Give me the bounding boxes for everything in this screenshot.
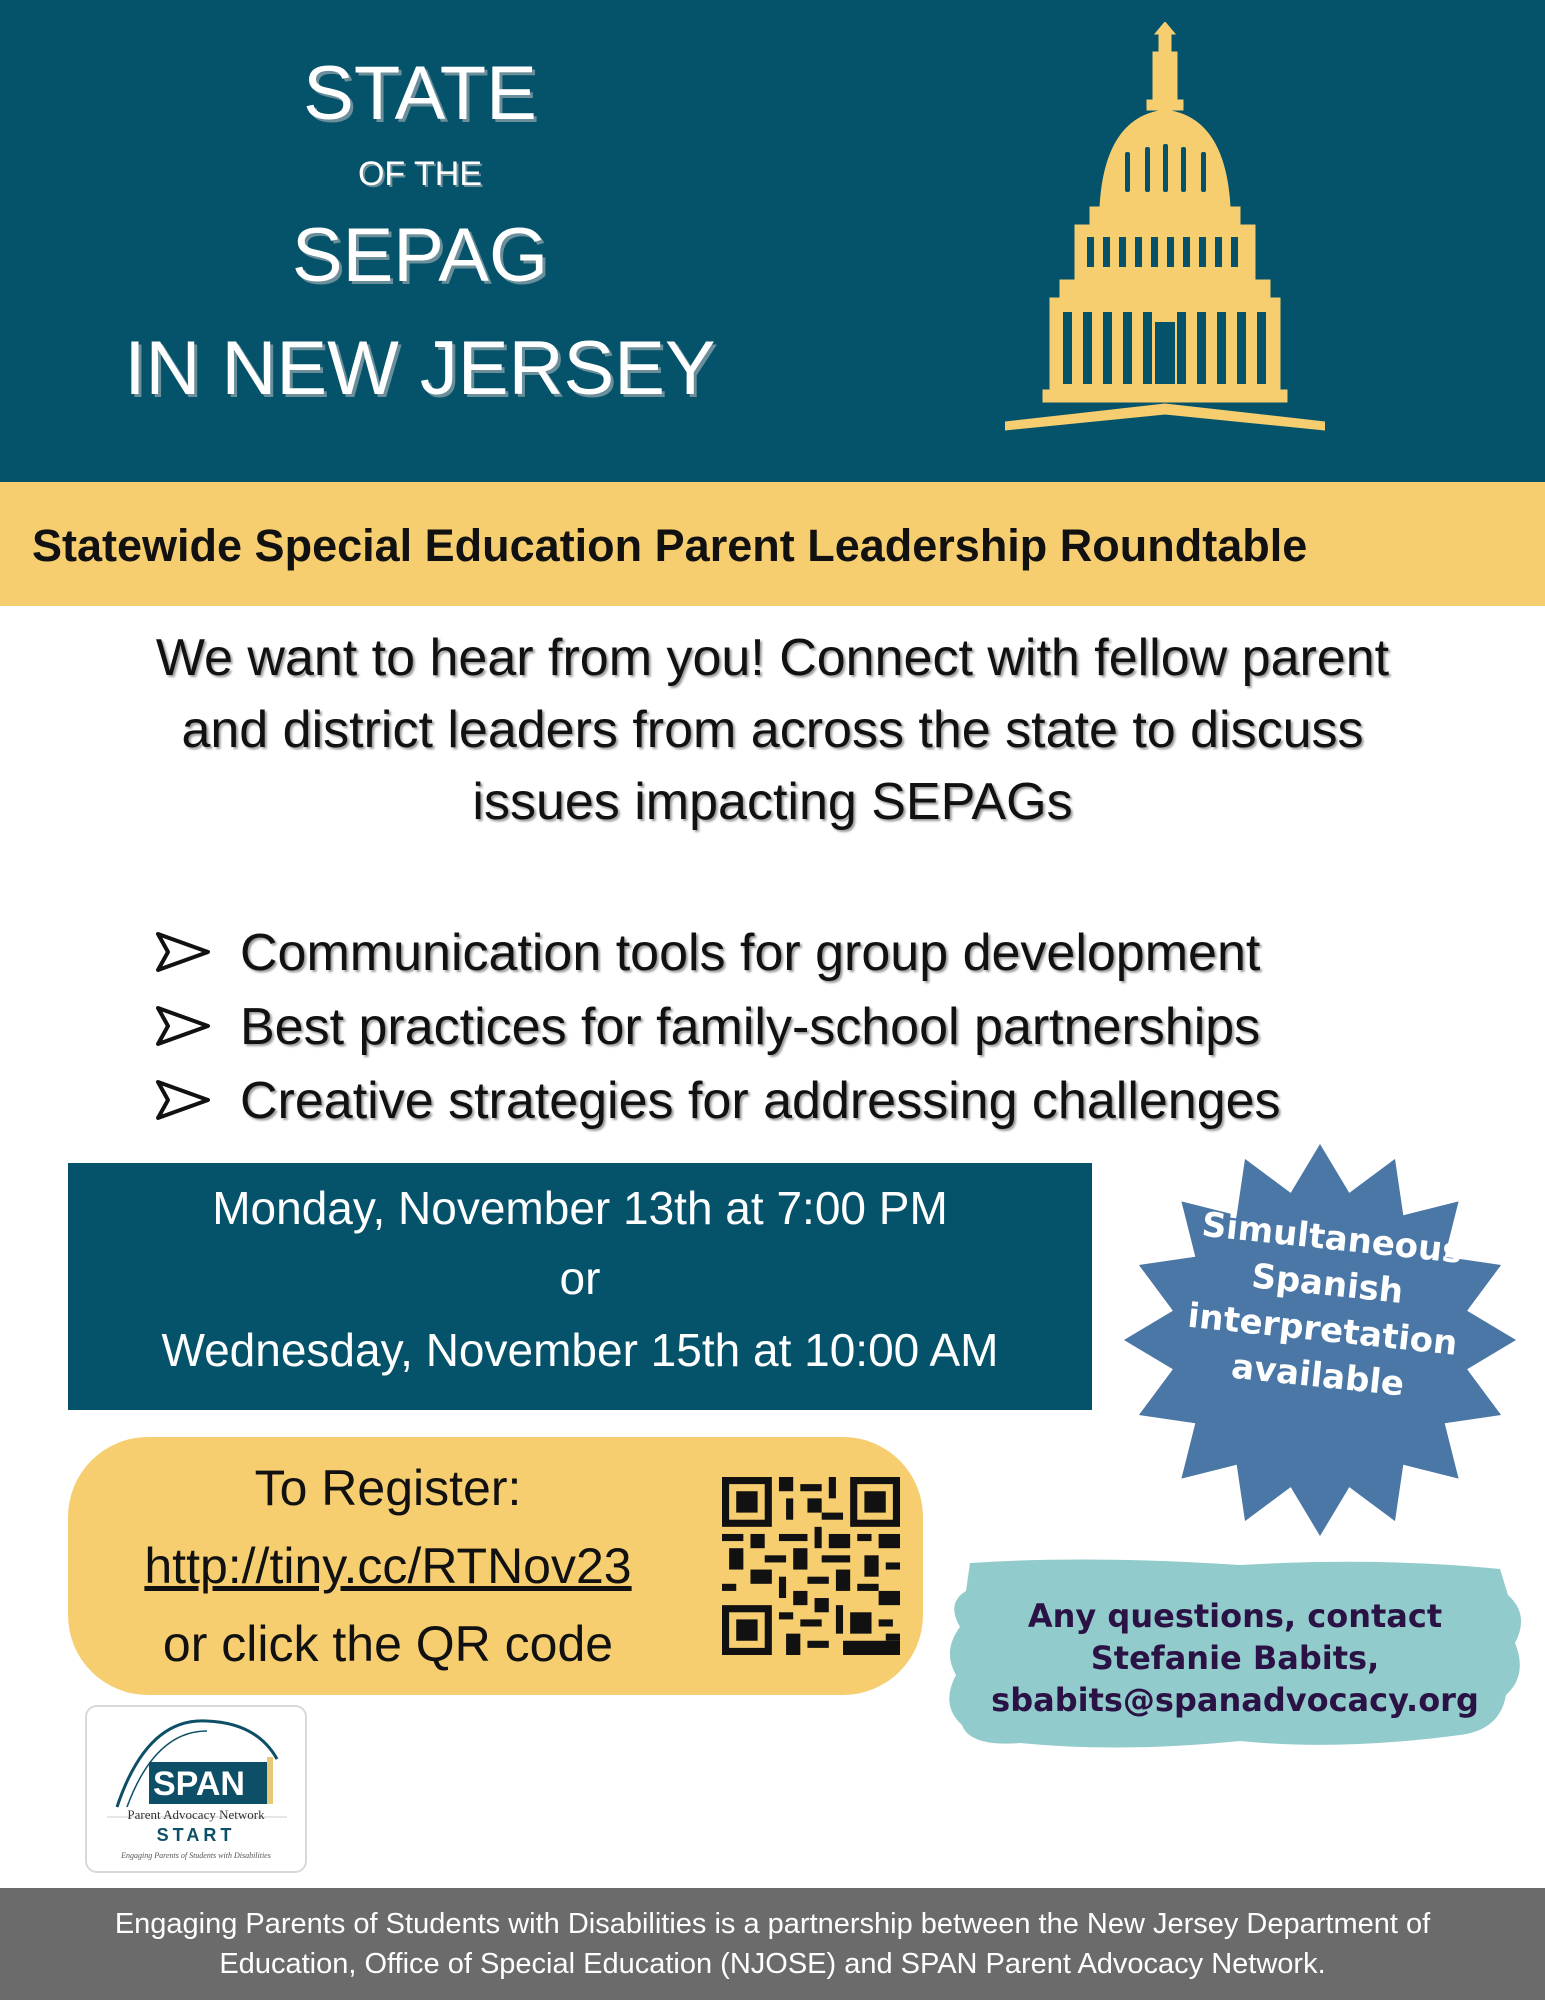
session-date-1: Monday, November 13th at 7:00 PM [212, 1182, 948, 1234]
session-dates-box [68, 1163, 1092, 1410]
badge-line: interpretation [1185, 1295, 1460, 1364]
header-banner [0, 0, 1545, 482]
interpretation-badge-text [1141, 1197, 1508, 1417]
intro-line: and district leaders from across the state to discuss [181, 701, 1364, 759]
session-date-2: Wednesday, November 15th at 10:00 AM [161, 1324, 999, 1376]
event-subtitle: Statewide Special Education Parent Leadership Roundtable [32, 520, 1308, 571]
contact-name: Stefanie Babits, [1090, 1639, 1380, 1677]
intro-line: issues impacting SEPAGs [472, 773, 1073, 831]
footer-line: Engaging Parents of Students with Disabilities is a partnership between the New Jersey Department of [114, 1908, 1431, 1940]
list-item [150, 992, 1450, 1066]
register-heading: To Register: [254, 1460, 522, 1516]
topic-label: Creative strategies for addressing challenges [240, 1072, 1281, 1130]
arrow-bullet-icon [154, 1078, 212, 1122]
title-new-jersey: IN NEW JERSEY [124, 326, 716, 411]
title-sepag: SEPAG [291, 213, 549, 298]
badge-line: available [1229, 1346, 1407, 1405]
register-box [68, 1437, 923, 1695]
footer-line: Education, Office of Special Education (NJOSE) and SPAN Parent Advocacy Network. [219, 1948, 1326, 1980]
logo-wordmark: SPAN [153, 1765, 245, 1803]
register-note: or click the QR code [162, 1616, 614, 1672]
subtitle-band [0, 482, 1545, 606]
topic-list [150, 918, 1450, 1140]
title-state: STATE [303, 51, 537, 136]
session-separator: or [559, 1252, 601, 1304]
topic-label: Communication tools for group development [240, 924, 1261, 982]
qr-code-icon[interactable] [722, 1477, 900, 1655]
arrow-bullet-icon [154, 1004, 212, 1048]
logo-tagline: Engaging Parents of Students with Disabilities [121, 1851, 271, 1860]
intro-line: We want to hear from you! Connect with fellow parent [155, 629, 1390, 687]
badge-line: Simultaneous [1199, 1204, 1465, 1272]
title-of-the: OF THE [357, 155, 483, 193]
contact-info [960, 1595, 1510, 1721]
intro-paragraph [60, 622, 1485, 838]
badge-line: Spanish [1249, 1256, 1406, 1312]
logo-network: Parent Advocacy Network [127, 1807, 265, 1822]
list-item [150, 918, 1450, 992]
register-link[interactable]: http://tiny.cc/RTNov23 [144, 1538, 632, 1594]
footer [0, 1888, 1545, 2000]
contact-email[interactable]: sbabits@spanadvocacy.org [991, 1681, 1479, 1719]
topic-label: Best practices for family-school partnerships [240, 998, 1261, 1056]
arrow-bullet-icon [154, 930, 212, 974]
list-item [150, 1066, 1450, 1140]
contact-line: Any questions, contact [1027, 1597, 1443, 1635]
span-logo [85, 1705, 307, 1873]
capitol-dome-icon [1005, 22, 1325, 442]
logo-program: START [156, 1825, 236, 1845]
